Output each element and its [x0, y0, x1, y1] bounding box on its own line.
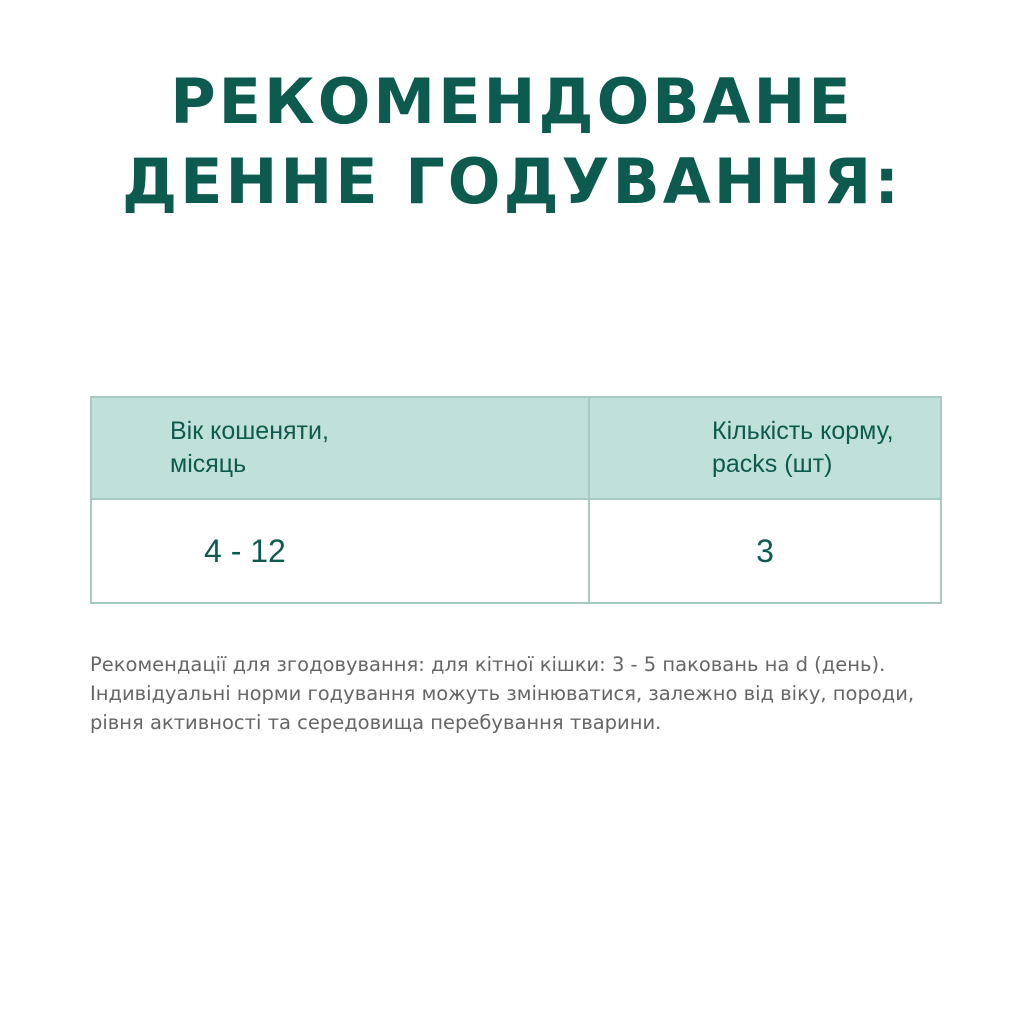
note-line-3: рівня активності та середовища перебування тварини.	[90, 711, 662, 734]
header-age	[91, 397, 589, 499]
note-line-2: Індивідуальні норми годування можуть змінюватися, залежно від віку, породи,	[90, 682, 915, 705]
header-age-line-2: місяць	[170, 450, 247, 478]
header-quantity-line-2: packs (шт)	[712, 450, 833, 478]
table-row	[91, 499, 941, 603]
feeding-note	[90, 650, 970, 737]
header-age-line-1: Вік кошеняти,	[170, 417, 329, 445]
header-quantity-line-1: Кількість корму,	[712, 417, 894, 445]
table-body	[91, 499, 941, 603]
title-line-2: ДЕННЕ ГОДУВАННЯ:	[121, 145, 903, 218]
table-header	[91, 397, 941, 499]
note-line-1: Рекомендації для згодовування: для кітної кішки: 3 - 5 паковань на d (день).	[90, 653, 886, 676]
header-quantity	[589, 397, 941, 499]
feeding-table	[90, 396, 942, 604]
cell-age: 4 - 12	[91, 499, 589, 603]
page-title	[0, 62, 1024, 222]
cell-quantity: 3	[589, 499, 941, 603]
table-header-row	[91, 397, 941, 499]
title-line-1: РЕКОМЕНДОВАНЕ	[170, 65, 854, 138]
